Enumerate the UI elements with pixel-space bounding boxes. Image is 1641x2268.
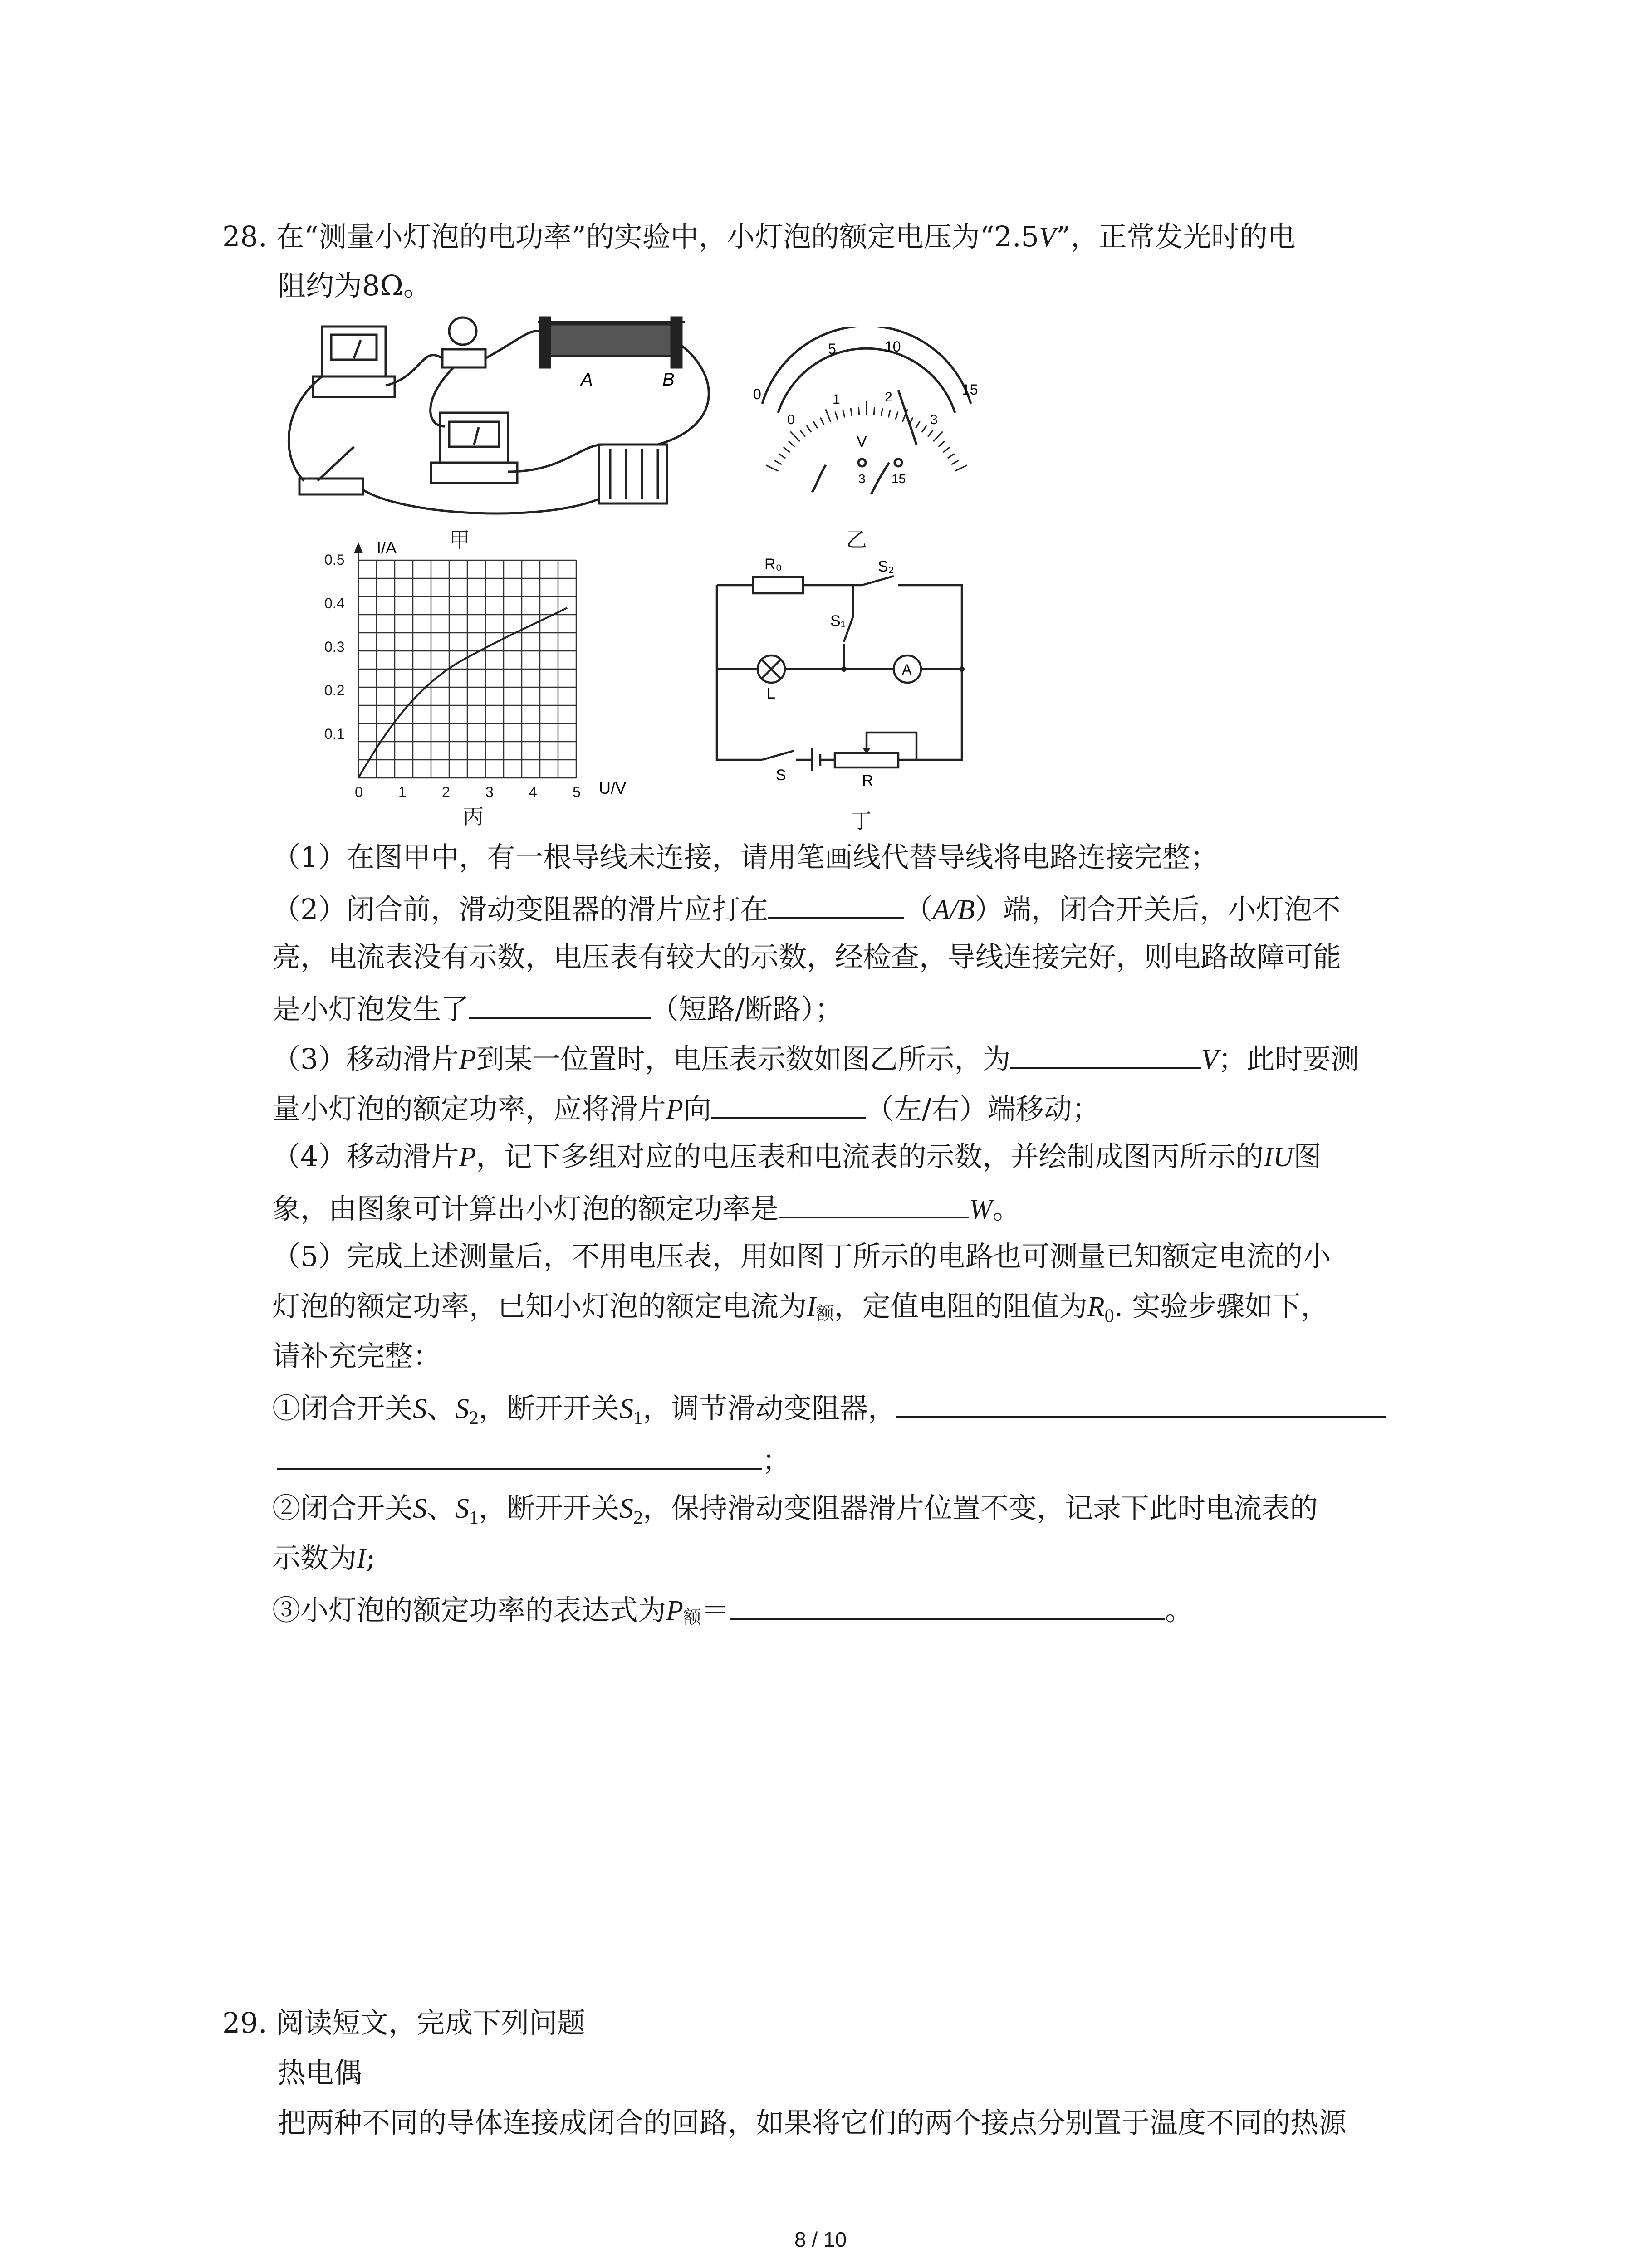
q29-subtitle: 热电偶: [278, 2056, 362, 2089]
dial-top-0: 0: [753, 386, 761, 402]
switch-s2: [862, 576, 894, 585]
resistor-r0: [753, 577, 803, 593]
label-s: S: [776, 767, 786, 784]
dial-tick: [784, 447, 790, 452]
dial-tick: [800, 430, 805, 437]
q28-part5-line2: 灯泡的额定功率，已知小灯泡的额定电流为$I_额$，定值电阻的阻值为$R_0$. 实验步骤如下，: [272, 1290, 1329, 1327]
apparatus-diagram: [272, 308, 726, 562]
label-l: L: [767, 685, 775, 702]
voltmeter-dial: [735, 327, 989, 508]
x-tick-label: 2: [442, 784, 450, 800]
dial-terminal-3: 3: [858, 472, 866, 486]
dial-tick: [851, 408, 852, 416]
q28-intro-line1: 28. 在“测量小灯泡的电功率”的实验中，小灯泡的额定电压为“2.5V”，正常发光时的电: [222, 220, 1296, 253]
q28-part5-line3: 请补充完整：: [272, 1339, 441, 1373]
bulb-icon: [449, 318, 476, 345]
dial-tick: [951, 460, 959, 464]
label-r: R: [862, 772, 873, 789]
dial-tick: [933, 431, 943, 441]
switch-icon: [299, 479, 363, 494]
dial-label-v: V: [857, 433, 867, 450]
dial-tick: [766, 465, 778, 471]
dial-tick: [789, 441, 794, 447]
rheostat-r: [835, 753, 898, 767]
dial-tick: [779, 454, 785, 458]
figure-jia-caption: 甲: [449, 528, 470, 552]
figure-ding: [699, 549, 980, 805]
dial-tick: [896, 412, 898, 420]
dial-tick: [807, 425, 811, 432]
dial-tick: [774, 460, 782, 464]
y-tick-label: 0.4: [324, 595, 345, 611]
dial-tick: [843, 410, 845, 418]
q28-intro-line2: 阻约为8Ω。: [278, 269, 431, 302]
y-tick-label: 0.5: [324, 552, 345, 568]
blank-2a[interactable]: [768, 889, 904, 919]
rheostat-label-a: A: [581, 370, 593, 390]
figure-yi-caption: 乙: [846, 528, 867, 552]
q28-part2-line2: 亮，电流表没有示数，电压表有较大的示数，经检查，导线连接完好，则电路故障可能: [272, 940, 1342, 973]
blank-4[interactable]: [779, 1188, 969, 1218]
q28-part2-line3: 是小灯泡发生了 （短路/断路）；: [272, 989, 843, 1027]
dial-tick: [813, 421, 818, 429]
page-number: 8 / 10: [794, 2228, 847, 2251]
blank-3b[interactable]: [711, 1089, 866, 1119]
needle: [898, 390, 916, 445]
dial-tick: [858, 407, 859, 415]
x-tick-label: 5: [573, 784, 581, 800]
dial-tick: [820, 417, 824, 425]
q28-part2-line1: （2）闭合前，滑动变阻器的滑片应打在 （A/B）端，闭合开关后，小灯泡不: [272, 889, 1340, 928]
circuit-diagram: [699, 549, 980, 803]
rheostat-label-b: B: [662, 370, 675, 390]
blank-step1b[interactable]: [277, 1440, 762, 1470]
q28-step1-line2: ；: [277, 1440, 790, 1479]
q28-part5-line1: （5）完成上述测量后，不用电压表，用如图丁所示的电路也可测量已知额定电流的小: [272, 1240, 1331, 1273]
dial-top-5: 5: [828, 341, 836, 357]
y-tick-label: 0.3: [324, 639, 345, 655]
q28-step1-line1: ①闭合开关S、$S_2$，断开开关$S_1$，调节滑动变阻器，: [272, 1388, 1386, 1436]
dial-tick: [955, 465, 967, 471]
blank-3a[interactable]: [1010, 1039, 1201, 1069]
label-s1: S₁: [830, 612, 846, 630]
figure-bing: [309, 535, 653, 809]
iu-graph: [309, 535, 653, 807]
dial-bottom-3: 3: [930, 412, 938, 427]
dial-tick: [928, 430, 933, 437]
figure-bing-caption: 丙: [463, 804, 484, 829]
dial-bottom-2: 2: [885, 390, 892, 405]
q28-part3-line2: 量小灯泡的额定功率，应将滑片P向 （左/右）端移动；: [272, 1089, 1100, 1128]
graph-ylabel: I/A: [377, 538, 397, 557]
dial-tick: [922, 425, 926, 432]
dial-top-10: 10: [885, 338, 901, 355]
dial-tick: [826, 409, 831, 422]
dial-tick: [790, 431, 800, 441]
blank-step1a[interactable]: [896, 1388, 1386, 1418]
dial-top-15: 15: [962, 381, 978, 398]
dial-tick: [881, 408, 882, 416]
y-tick-label: 0.1: [324, 726, 345, 742]
q28-step2-line1: ②闭合开关S、$S_1$，断开开关$S_2$，保持滑动变阻器滑片位置不变，记录下此时电流表的: [272, 1491, 1318, 1529]
dial-tick: [939, 441, 945, 447]
figure-ding-caption: 丁: [851, 809, 872, 833]
x-tick-label: 1: [398, 784, 407, 800]
q28-step2-line2: 示数为I;: [272, 1541, 376, 1574]
dial-bottom-0: 0: [787, 412, 795, 427]
label-r0: R₀: [764, 556, 782, 573]
dial-tick: [916, 421, 920, 429]
label-a: A: [902, 661, 912, 678]
x-tick-label: 3: [485, 784, 494, 800]
figure-jia: [272, 308, 726, 564]
graph-xlabel: U/V: [599, 779, 627, 797]
q28-step3: ③小灯泡的额定功率的表达式为$P_额=$ 。: [272, 1590, 1193, 1636]
rheostat-icon: [549, 324, 671, 356]
label-s2: S₂: [878, 558, 894, 575]
dial-terminal-15: 15: [892, 472, 906, 486]
switch-s: [762, 751, 794, 760]
blank-step3[interactable]: [730, 1590, 1165, 1620]
q29-line1: 把两种不同的导体连接成闭合的回路，如果将它们的两个接点分别置于温度不同的热源: [278, 2106, 1347, 2139]
figure-yi: [735, 327, 989, 510]
x-tick-label: 4: [529, 784, 537, 800]
q28-part1: （1）在图甲中，有一根导线未连接，请用笔画线代替导线将电路连接完整；: [272, 841, 1219, 874]
dial-tick: [948, 454, 955, 458]
q29-title: 29. 阅读短文，完成下列问题: [222, 2006, 586, 2039]
x-tick-label: 0: [355, 784, 363, 800]
dial-tick: [888, 410, 890, 418]
q28-part3-line1: （3）移动滑片P到某一位置时，电压表示数如图乙所示，为 V；此时要测: [272, 1039, 1359, 1078]
blank-2b[interactable]: [469, 989, 651, 1019]
dial-tick: [835, 412, 838, 420]
dial-tick: [943, 447, 950, 452]
q28-part4-line2: 象，由图象可计算出小灯泡的额定功率是 W。: [272, 1188, 1021, 1227]
dial-bottom-1: 1: [833, 392, 840, 407]
y-tick-label: 0.2: [324, 682, 345, 699]
q28-part4-line1: （4）移动滑片P，记下多组对应的电压表和电流表的示数，并绘制成图丙所示的IU图: [272, 1140, 1322, 1173]
